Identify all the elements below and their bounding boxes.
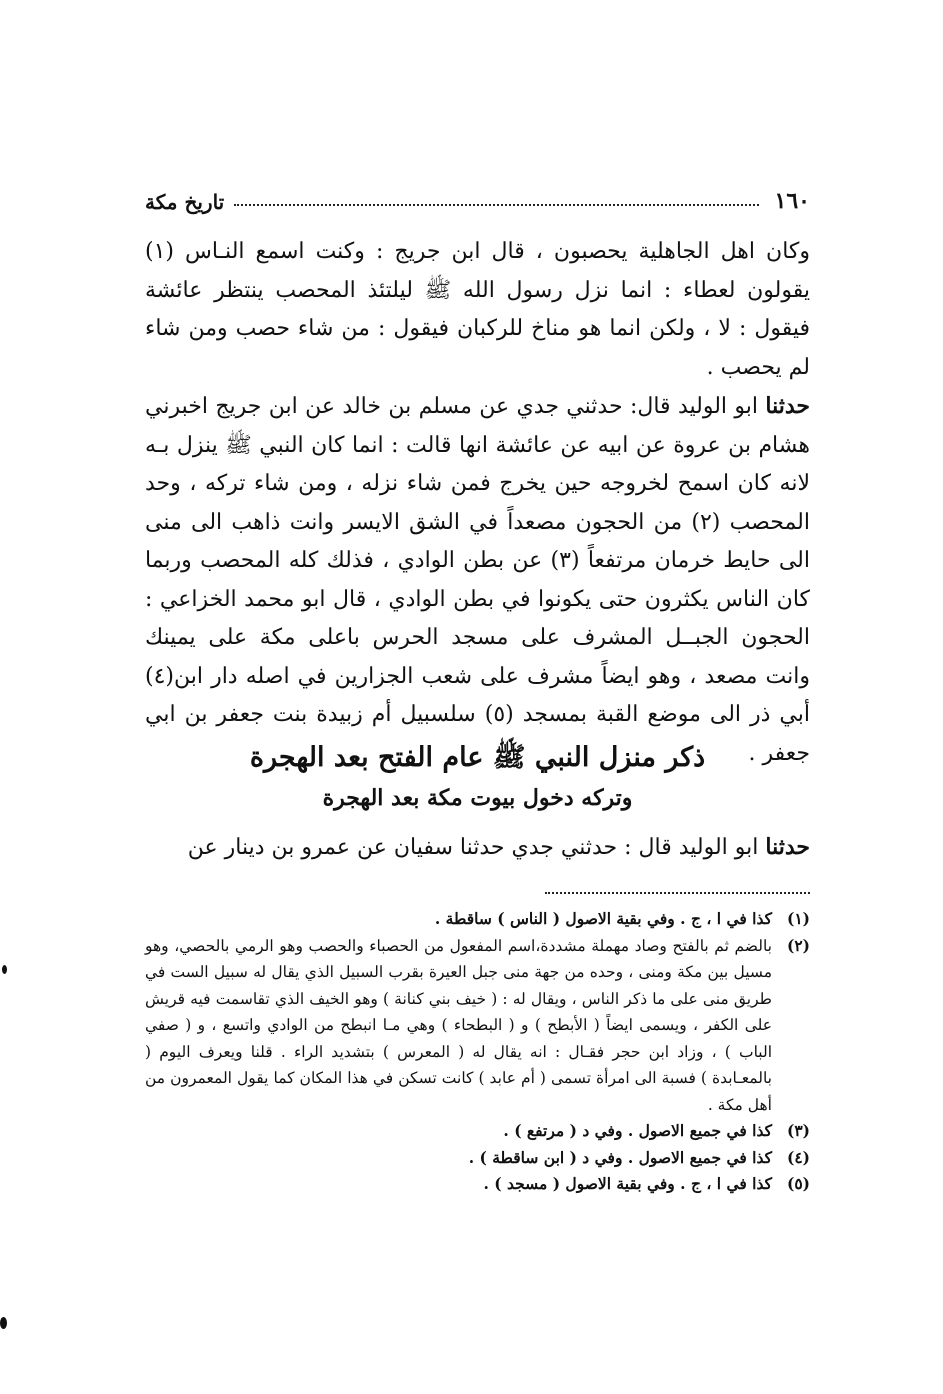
paragraph-2 — [145, 387, 810, 773]
footnote-number: (٢) — [786, 935, 810, 955]
running-header — [145, 180, 810, 214]
footnote-text: كذا في ا ، ج . وفي بقية الاصول ( الناس ) ساقطة . — [434, 909, 772, 928]
section-subtitle: وتركه دخول بيوت مكة بعد الهجرة — [322, 785, 633, 811]
footnote — [145, 1171, 810, 1198]
page-number: ١٦٠ — [774, 188, 810, 214]
section-heading — [145, 736, 810, 816]
footnote — [145, 1118, 810, 1145]
footnote-text: بالضم ثم بالفتح وصاد مهملة مشددة،اسم المفعول من الحصباء والحصب وهو الرمي بالحصي، وهو مسيل بين مكة ومنى ، وحده من جهة منى جبل العيرة بقرب السبيل الذي يقال له سبيل الست في طريق منى على ما ذكر الناس ، ويقال له : ( خيف بني كنانة ) وهو الخيف الذي تقاسمت فيه قريش على الكفر ، ويسمى ايضاً ( الأبطح ) و ( البطحاء ) وهي مـا انبطح من الوادي واتسع ، و ( صفي الباب ) ، وزاد ابن حجر فقـال : انه يقال له ( المعرس ) بتشديد الراء . قلنا ويعرف اليوم ( بالمعـابدة ) فسبة الى امرأة تسمى ( أم عابد ) كانت تسكن في هذا المكان كما يقول المعمرون من أهل مكة . — [145, 936, 772, 1114]
paragraph-lead: حدثنا — [765, 834, 810, 860]
section-title: ذكر منزل النبي ﷺ عام الفتح بعد الهجرة — [249, 742, 706, 773]
paragraph-1 — [145, 232, 810, 387]
section-first-line — [145, 828, 810, 867]
running-title: تاريخ مكة — [145, 190, 225, 214]
footnotes — [145, 906, 810, 1198]
footnote-text: كذا في ا ، ج . وفي بقية الاصول ( مسجد ) . — [483, 1174, 772, 1193]
footnote-number: (١) — [786, 909, 810, 928]
footnote — [145, 1145, 810, 1172]
footnote-text: كذا في جميع الاصول . وفي د ( ابن ساقطة ) . — [468, 1147, 772, 1167]
footnote — [145, 933, 810, 1119]
footnote-separator — [545, 892, 810, 894]
body-text — [145, 232, 810, 773]
paragraph-text: ابو الوليد قال: حدثني جدي عن مسلم بن خالد عن ابن جريج اخبرني هشام بن عروة عن ابيه عن عائشة انها قالت : انما كان النبي ﷺ ينزل بـه لانه كان اسمح لخروجه حين يخرج فمن شاء نزله ، ومن شاء تركه ، وحد المحصب (٢) من الحجون مصعداً في الشق الايسر وانت ذاهب الى منى الى حايط خرمان مرتفعاً (٣) عن بطن الوادي ، فذلك كله المحصب وربما كان الناس يكثرون حتى يكونوا في بطن الوادي ، قال ابو محمد الخزاعي : الحجون الجبــل المشرف على مسجد الحرس باعلى مكة على يمينك وانت مصعد ، وهو ايضاً مشرف على شعب الجزارين في اصله دار ابن(٤) أبي ذر الى موضع القبة بمسجد (٥) سلسبيل أم زبيدة بنت جعفر بن ابي جعفر . — [145, 394, 810, 766]
paragraph-text: وكان اهل الجاهلية يحصبون ، قال ابن جريج : وكنت اسمع النـاس (١) يقولون لعطاء : انما نزل رسول الله ﷺ ليلتئذ المحصب ينتظر عائشة فيقول : لا ، ولكن انما هو مناخ للركبان فيقول : من شاء حصب ومن شاء لم يحصب . — [145, 239, 810, 380]
scan-speck — [0, 1317, 7, 1329]
paragraph-lead: حدثنا — [765, 393, 810, 419]
scan-speck — [2, 965, 7, 974]
paragraph-text: ابو الوليد قال : حدثني جدي حدثنا سفيان عن عمرو بن دينار عن — [187, 835, 766, 860]
footnote-number: (٥) — [786, 1174, 810, 1193]
footnote-text: كذا في جميع الاصول . وفي د ( مرتفع ) . — [503, 1121, 772, 1140]
footnote-number: (٤) — [786, 1147, 810, 1167]
footnote-number: (٣) — [786, 1121, 810, 1140]
footnote — [145, 906, 810, 933]
header-dotted-rule — [234, 204, 758, 206]
